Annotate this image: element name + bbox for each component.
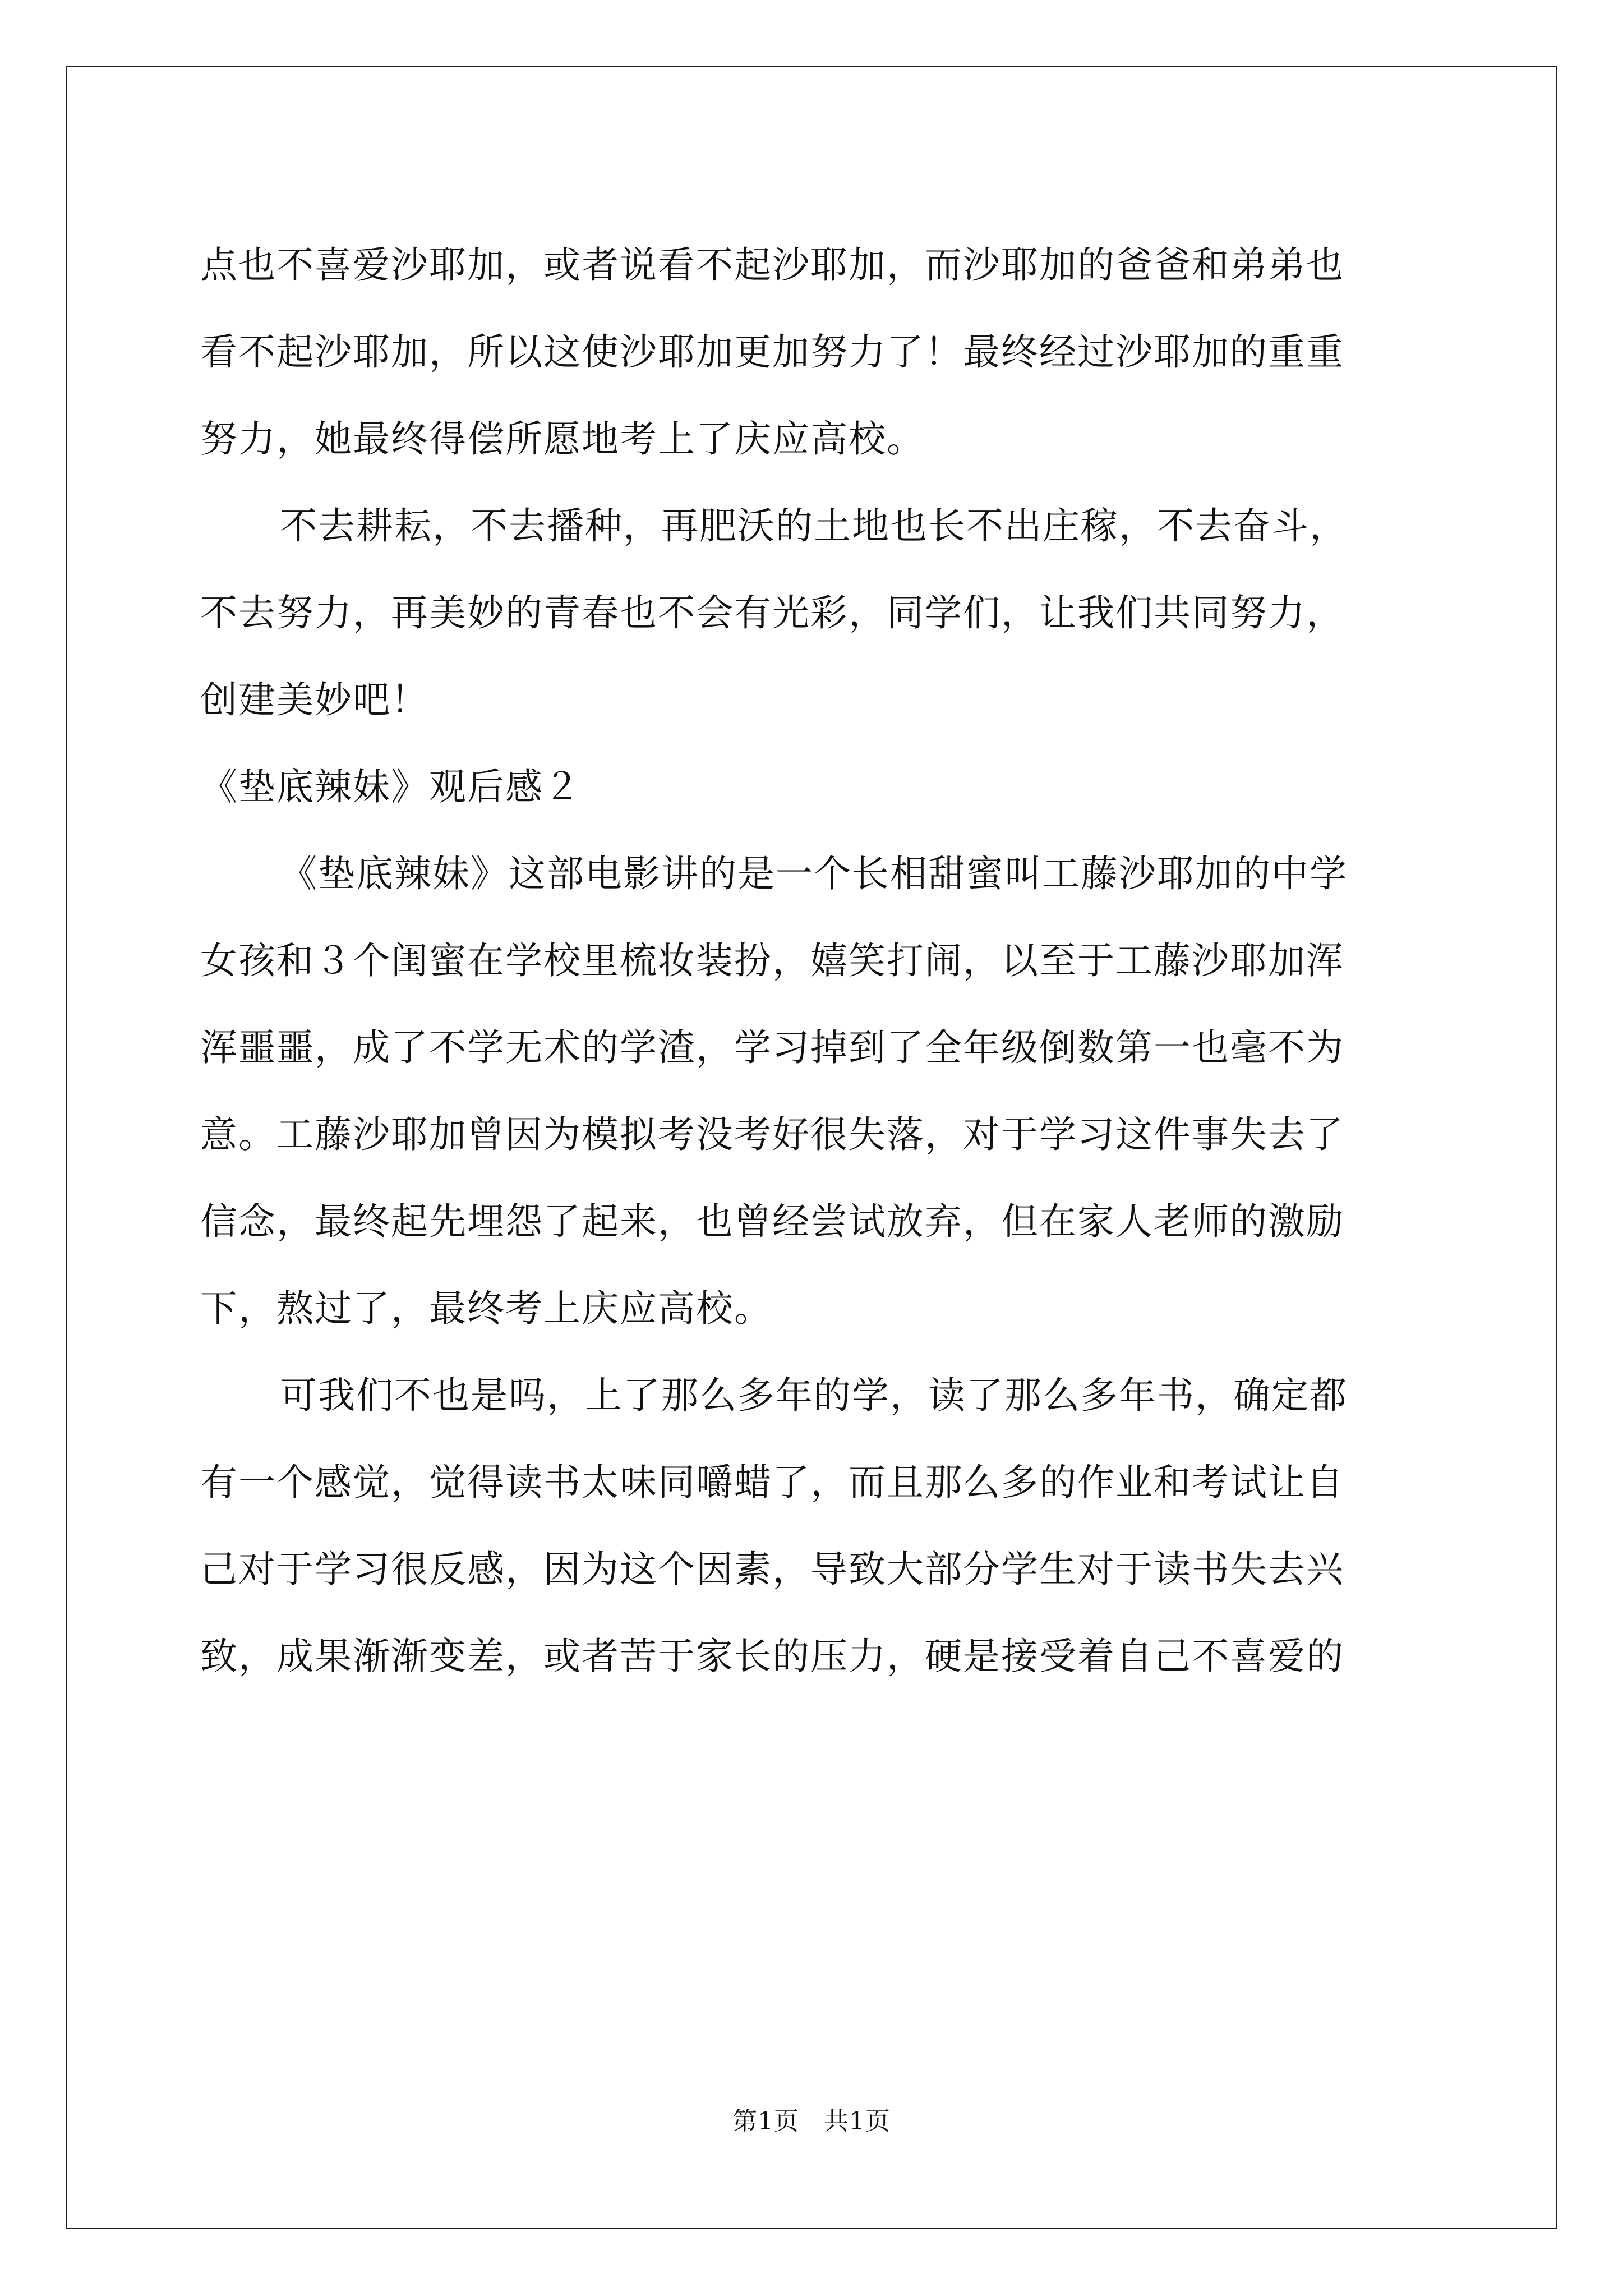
text-line: 浑噩噩，成了不学无术的学渣，学习掉到了全年级倒数第一也毫不为	[200, 1026, 1344, 1069]
section-heading: 《垫底辣妹》观后感２	[200, 765, 582, 808]
text-line: 看不起沙耶加，所以这使沙耶加更加努力了！最终经过沙耶加的重重	[200, 330, 1344, 374]
text-line: 可我们不也是吗，上了那么多年的学，读了那么多年书，确定都	[280, 1374, 1348, 1417]
text-line: 创建美妙吧！	[200, 678, 429, 721]
text-line: 女孩和３个闺蜜在学校里梳妆装扮，嬉笑打闹，以至于工藤沙耶加浑	[200, 939, 1344, 982]
text-line: 点也不喜爱沙耶加，或者说看不起沙耶加，而沙耶加的爸爸和弟弟也	[200, 243, 1344, 287]
text-line: 有一个感觉，觉得读书太味同嚼蜡了，而且那么多的作业和考试让自	[200, 1461, 1344, 1504]
document-body	[200, 222, 1434, 1700]
page-number: 第1页	[732, 2107, 799, 2136]
text-line: 己对于学习很反感，因为这个因素，导致大部分学生对于读书失去兴	[200, 1548, 1344, 1591]
text-line: 《垫底辣妹》这部电影讲的是一个长相甜蜜叫工藤沙耶加的中学	[280, 852, 1348, 895]
text-line: 努力，她最终得偿所愿地考上了庆应高校。	[200, 417, 925, 461]
text-line: 致，成果渐渐变差，或者苦于家长的压力，硬是接受着自己不喜爱的	[200, 1635, 1344, 1678]
text-line: 信念，最终起先埋怨了起来，也曾经尝试放弃，但在家人老师的激励	[200, 1200, 1344, 1243]
page-total: 共1页	[824, 2107, 891, 2136]
text-line: 意。工藤沙耶加曾因为模拟考没考好很失落，对于学习这件事失去了	[200, 1113, 1344, 1156]
text-line: 不去努力，再美妙的青春也不会有光彩，同学们，让我们共同努力，	[200, 591, 1344, 634]
text-line: 下，熬过了，最终考上庆应高校。	[200, 1287, 772, 1330]
text-line: 不去耕耘，不去播种，再肥沃的土地也长不出庄稼，不去奋斗，	[280, 504, 1348, 547]
page-footer	[0, 2101, 1623, 2137]
